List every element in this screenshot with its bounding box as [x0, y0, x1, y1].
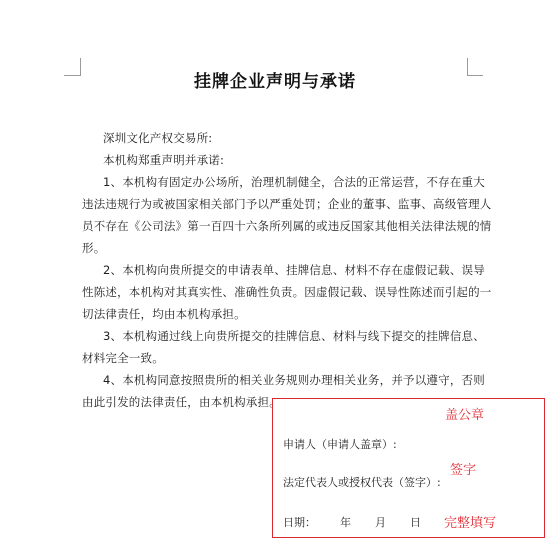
fill-annotation: 完整填写	[444, 516, 497, 531]
clause-3-line-2: 材料完全一致。	[82, 351, 164, 365]
sign-annotation: 签字	[450, 463, 477, 478]
clause-1-line-2: 违法违规行为或被国家相关部门予以严重处罚；企业的董事、监事、高级管理人	[82, 197, 492, 211]
seal-annotation: 盖公章	[445, 408, 485, 423]
date-year: 年	[340, 516, 351, 529]
clause-1-line-4: 形。	[82, 241, 106, 255]
representative-signature-field[interactable]: 法定代表人或授权代表（签字）:	[283, 476, 441, 489]
addressee-line: 深圳文化产权交易所:	[103, 131, 213, 145]
clause-1-line-1: 1、本机构有固定办公场所，治理机制健全，合法的正常运营，不存在重大	[103, 175, 485, 189]
clause-4-line-1: 4、本机构同意按照贵所的相关业务规则办理相关业务，并予以遵守，否则	[103, 373, 485, 387]
clause-2-line-3: 切法律责任，均由本机构承担。	[82, 307, 246, 321]
clause-2-line-1: 2、本机构向贵所提交的申请表单、挂牌信息、材料不存在虚假记载、误导	[103, 263, 485, 277]
document-title: 挂牌企业声明与承诺	[194, 72, 356, 92]
clause-3-line-1: 3、本机构通过线上向贵所提交的挂牌信息、材料与线下提交的挂牌信息、	[103, 329, 485, 343]
date-field[interactable]	[283, 514, 421, 530]
date-label: 日期：	[283, 516, 316, 529]
declaration-intro: 本机构郑重声明并承诺:	[103, 153, 225, 167]
applicant-seal-field[interactable]: 申请人（申请人盖章）:	[283, 438, 397, 451]
date-day: 日	[410, 516, 421, 529]
date-month: 月	[375, 516, 386, 529]
clause-1-line-3: 员不存在《公司法》第一百四十六条所列属的或违反国家其他相关法律法规的情	[82, 219, 492, 233]
clause-2-line-2: 性陈述，本机构对其真实性、准确性负责。因虚假记载、误导性陈述而引起的一	[82, 285, 492, 299]
clause-4-line-2: 由此引发的法律责任，由本机构承担。	[82, 395, 281, 409]
